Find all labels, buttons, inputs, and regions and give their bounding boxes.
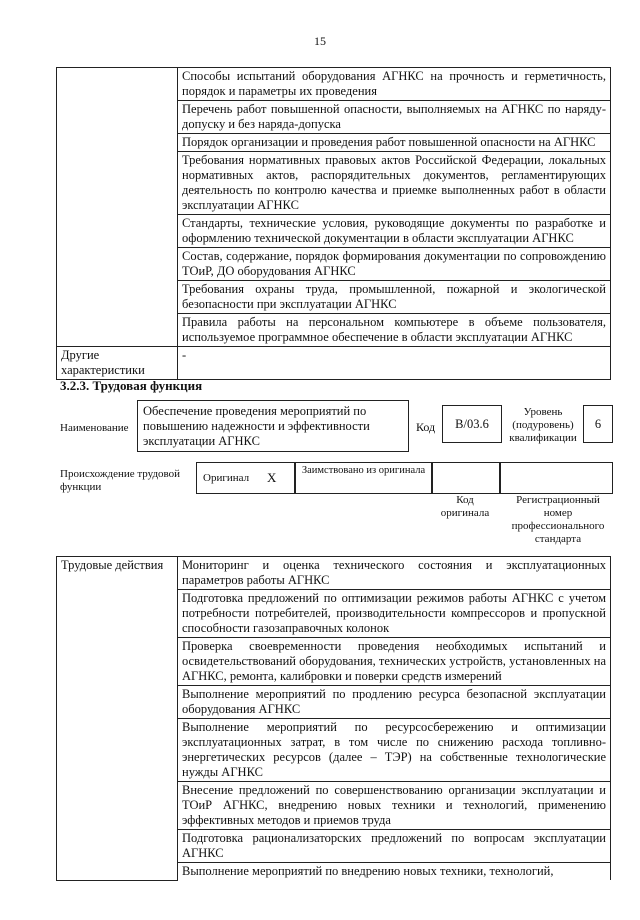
original-code-box (431, 462, 501, 494)
name-value-box (137, 400, 409, 452)
table-row (57, 68, 611, 101)
other-characteristics-label: Другие характеристики (57, 347, 178, 380)
code-value: В/03.6 (442, 405, 502, 443)
table-row (57, 347, 611, 380)
row-label-empty (57, 68, 178, 347)
table-cell: Перечень работ повышенной опасности, выполняемых на АГНКС по наряду-допуску и без наряда-допуска (178, 101, 611, 134)
table-cell: Мониторинг и оценка технического состояния и эксплуатационных параметров работы АГНКС (178, 557, 611, 590)
table-cell: Проверка своевременности проведения необходимых испытаний и освидетельствований оборудования, технических устройств, установленных на АГНКС, ремонта, калибровки и поверки средств измерений (178, 638, 611, 686)
registration-number-box (499, 462, 613, 494)
labor-actions-label: Трудовые действия (57, 557, 178, 881)
other-characteristics-value: - (178, 347, 611, 380)
table-row (57, 557, 611, 590)
table-cell: Подготовка рационализаторских предложений по вопросам эксплуатации АГНКС (178, 830, 611, 863)
table-cell: Стандарты, технические условия, руководящие документы по разработке и оформлению технической документации в области эксплуатации АГНКС (178, 215, 611, 248)
original-box (196, 462, 296, 494)
origin-label: Происхождение трудовой функции (60, 468, 181, 493)
table-cell: Выполнение мероприятий по продлению ресурса безопасной эксплуатации оборудования АГНКС (178, 686, 611, 719)
borrowed-label: Заимствовано из оригинала (301, 465, 426, 476)
registration-number-caption: Регистрационный номер профессионального стандарта (511, 494, 605, 545)
table-cell: Выполнение мероприятий по внедрению новых техники, технологий, (178, 863, 611, 881)
table-cell: Состав, содержание, порядок формирования документации по сопровождению ТОиР, ДО оборудования АГНКС (178, 248, 611, 281)
table-cell: Требования нормативных правовых актов Российской Федерации, локальных нормативных актов, распорядительных документов, регламентирующих деятельность по контролю качества и приемке выполненных работ в области эксплуатации АГНКС (178, 152, 611, 215)
level-label: Уровень (подуровень) квалификации (509, 406, 577, 444)
page-number: 15 (314, 34, 326, 48)
original-mark: X (267, 470, 277, 485)
labor-actions-table (56, 556, 611, 881)
knowledge-table (56, 67, 611, 380)
table-cell: Выполнение мероприятий по ресурсосбережению и оптимизации эксплуатационных затрат, в том числе по снижению расхода топливно-энергетических ресурсов (далее – ТЭР) на собственные технологические нужды АГНКС (178, 719, 611, 782)
table-cell: Порядок организации и проведения работ повышенной опасности на АГНКС (178, 134, 611, 152)
table-cell: Правила работы на персональном компьютере в объеме пользователя, используемое программное обеспечение в области эксплуатации АГНКС (178, 314, 611, 347)
table-cell: Способы испытаний оборудования АГНКС на прочность и герметичность, порядок и параметры их проведения (178, 68, 611, 101)
original-code-caption: Код оригинала (440, 494, 490, 519)
borrowed-box (294, 462, 433, 494)
table-cell: Требования охраны труда, промышленной, пожарной и экологической безопасности при эксплуатации АГНКС (178, 281, 611, 314)
name-label: Наименование (60, 422, 129, 434)
level-value: 6 (583, 405, 613, 443)
name-value: Обеспечение проведения мероприятий по повышению надежности и эффективности эксплуатации АГНКС (143, 404, 370, 448)
table-cell: Подготовка предложений по оптимизации режимов работы АГНКС с учетом потребности потребителей, производительности компрессоров и пропускной способности газозаправочных колонок (178, 590, 611, 638)
section-heading: 3.2.3. Трудовая функция (60, 378, 203, 393)
table-cell: Внесение предложений по совершенствованию организации эксплуатации и ТОиР АГНКС, внедрению новых техники и технологий, применению эффективных методов и приемов труда (178, 782, 611, 830)
original-label: Оригинал (203, 472, 250, 484)
code-label: Код (416, 420, 436, 434)
